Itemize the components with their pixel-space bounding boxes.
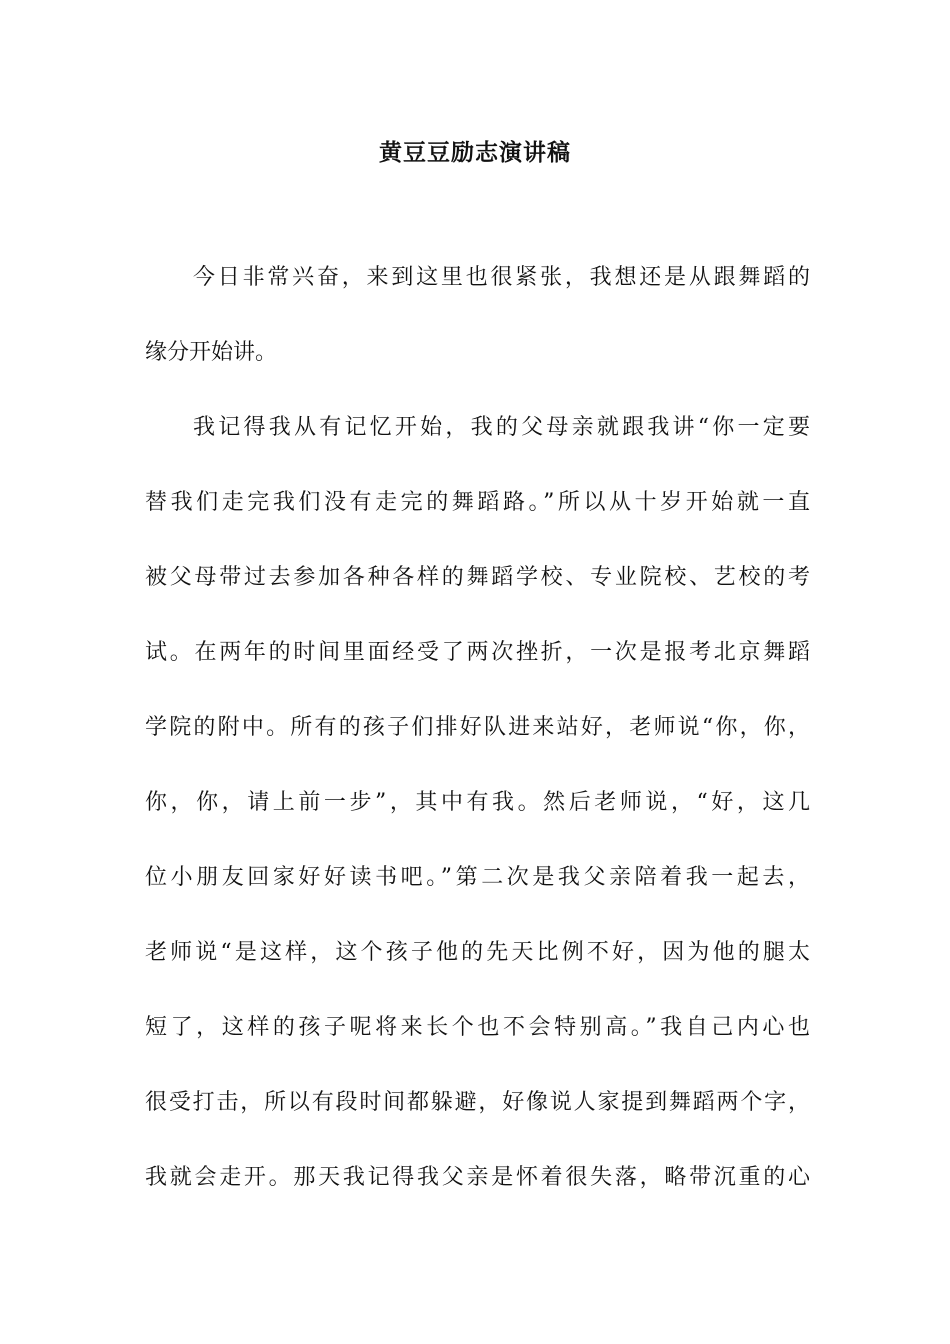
text-line: 缘分开始讲。 xyxy=(145,340,278,365)
document-body xyxy=(145,240,810,1215)
text-line: 我就会走开。那天我记得我父亲是怀着很失落，略带沉重的心 xyxy=(145,1165,810,1190)
text-line: 学院的附中。所有的孩子们排好队进来站好，老师说“你，你， xyxy=(145,715,810,740)
document-title: 黄豆豆励志演讲稿 xyxy=(379,139,571,166)
text-line: 我记得我从有记忆开始，我的父母亲就跟我讲“你一定要 xyxy=(193,415,810,440)
text-line: 位小朋友回家好好读书吧。”第二次是我父亲陪着我一起去， xyxy=(145,865,810,890)
text-line: 老师说“是这样，这个孩子他的先天比例不好，因为他的腿太 xyxy=(145,940,810,965)
text-line: 短了，这样的孩子呢将来长个也不会特别高。”我自己内心也 xyxy=(145,1015,810,1040)
text-line: 很受打击，所以有段时间都躲避，好像说人家提到舞蹈两个字， xyxy=(145,1090,810,1115)
text-line: 你，你，请上前一步”，其中有我。然后老师说，“好，这几 xyxy=(145,790,810,815)
text-line: 被父母带过去参加各种各样的舞蹈学校、专业院校、艺校的考 xyxy=(145,565,810,590)
text-line: 今日非常兴奋，来到这里也很紧张，我想还是从跟舞蹈的 xyxy=(193,265,810,290)
text-line: 试。在两年的时间里面经受了两次挫折，一次是报考北京舞蹈 xyxy=(145,640,810,665)
text-line: 替我们走完我们没有走完的舞蹈路。”所以从十岁开始就一直 xyxy=(145,490,810,515)
